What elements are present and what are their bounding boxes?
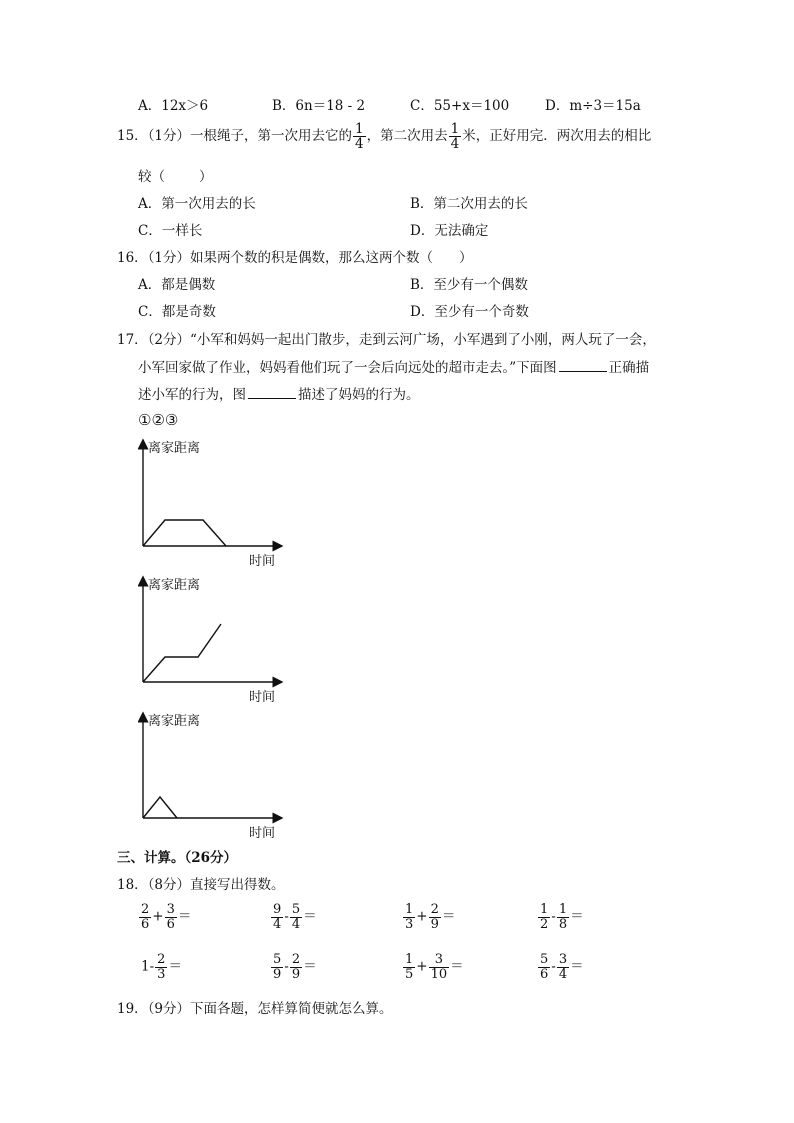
denominator: 4 xyxy=(273,916,282,932)
q17-line-2 xyxy=(138,357,649,378)
operator: + xyxy=(152,908,164,925)
fraction xyxy=(403,903,415,931)
calc-item xyxy=(141,953,182,981)
y-axis-label: 离家距离 xyxy=(148,441,201,456)
option-letter: B． xyxy=(272,98,296,114)
answer-blank[interactable] xyxy=(248,384,296,399)
graph-2 xyxy=(138,569,288,704)
numerator: 5 xyxy=(273,952,282,967)
fraction xyxy=(538,903,550,931)
q14-option-b xyxy=(272,96,365,116)
calc-item xyxy=(138,903,191,931)
calc-item xyxy=(402,903,455,931)
option-letter: C． xyxy=(410,98,434,114)
numerator: 3 xyxy=(429,953,450,968)
fraction xyxy=(538,953,550,981)
numerator: 3 xyxy=(558,952,568,967)
q19-line xyxy=(117,999,393,1019)
q17-line-3 xyxy=(138,384,420,405)
question-text: 一根绳子，第一次用去它的 xyxy=(190,128,353,145)
question-text: ，第二次用去 xyxy=(366,128,448,145)
question-text: “小军和妈妈一起出门散步，走到云河广场，小军遇到了小刚，两人玩了一会， xyxy=(190,332,656,348)
equals-sign: ＝ xyxy=(441,908,456,925)
graph-3-line xyxy=(143,797,177,818)
denominator: 6 xyxy=(540,966,549,982)
operator: + xyxy=(416,908,428,925)
graph-3 xyxy=(138,705,288,840)
fraction xyxy=(557,903,569,931)
operator: - xyxy=(551,908,556,925)
question-score: （2分） xyxy=(147,332,191,348)
fraction xyxy=(557,953,569,981)
q16-line xyxy=(117,248,473,268)
numerator: 1 xyxy=(405,952,414,967)
question-score: （1分） xyxy=(147,250,191,266)
fraction xyxy=(290,903,302,931)
question-text: 描述了妈妈的行为。 xyxy=(298,387,420,403)
fraction xyxy=(403,953,415,981)
option-text: m÷3＝15a xyxy=(569,98,641,114)
operator: - xyxy=(551,958,556,975)
calc-item xyxy=(537,903,584,931)
q16-option-a xyxy=(138,275,215,295)
answer-blank[interactable] xyxy=(559,357,607,372)
equals-sign: ＝ xyxy=(450,958,464,975)
fraction xyxy=(429,953,450,981)
calc-item xyxy=(402,953,464,981)
numerator: 1 xyxy=(540,902,549,917)
section-3-heading: 三、计算。（26分） xyxy=(117,850,238,866)
option-letter: D． xyxy=(545,98,570,114)
q15-option-c xyxy=(138,221,202,241)
question-number: 15． xyxy=(117,128,148,145)
question-score: （9分） xyxy=(147,1001,191,1017)
option-letter: D． xyxy=(410,304,435,320)
option-text: 第二次用去的长 xyxy=(433,196,528,212)
question-text: 米，正好用完．两次用去的相比 xyxy=(462,128,652,145)
fraction xyxy=(353,122,366,151)
numerator: 1 xyxy=(558,902,568,917)
denominator: 2 xyxy=(540,916,549,932)
option-text: 都是奇数 xyxy=(161,304,216,320)
option-letter: A． xyxy=(138,98,162,114)
numerator: 1 xyxy=(405,902,414,917)
equals-sign: ＝ xyxy=(177,908,192,925)
whole-number: 1 xyxy=(141,958,150,975)
question-text: 正确描 xyxy=(608,360,650,376)
y-axis-label: 离家距离 xyxy=(148,714,201,729)
calc-item xyxy=(270,903,317,931)
denominator: 3 xyxy=(405,916,414,932)
numerator: 5 xyxy=(291,902,301,917)
operator: - xyxy=(284,908,289,925)
q14-option-a xyxy=(138,96,208,116)
option-letter: B． xyxy=(410,196,434,212)
option-text: 至少有一个奇数 xyxy=(434,304,529,320)
denominator: 4 xyxy=(558,966,568,982)
operator: - xyxy=(284,958,289,975)
denominator: 4 xyxy=(291,916,301,932)
denominator: 4 xyxy=(450,136,460,153)
option-text: 12x＞6 xyxy=(161,98,209,114)
question-text: 小军回家做了作业，妈妈看他们玩了一会后向远处的超市走去。”下面图 xyxy=(138,360,557,376)
fraction xyxy=(449,122,462,151)
q18-line xyxy=(117,875,285,895)
question-text: 直接写出得数。 xyxy=(190,877,285,893)
question-score: （8分） xyxy=(147,877,191,893)
denominator: 3 xyxy=(157,966,166,982)
graph-markers: ①②③ xyxy=(138,411,179,429)
option-text: 都是偶数 xyxy=(161,277,216,293)
question-number: 19． xyxy=(117,1001,148,1017)
equals-sign: ＝ xyxy=(570,908,584,925)
denominator: 9 xyxy=(430,916,439,932)
graph-2-line xyxy=(143,624,221,682)
question-number: 16． xyxy=(117,250,148,266)
equals-sign: ＝ xyxy=(570,958,584,975)
question-text: ） xyxy=(199,169,213,185)
question-score: （1分） xyxy=(147,128,191,145)
numerator: 2 xyxy=(291,952,301,967)
operator: - xyxy=(149,958,155,975)
fraction xyxy=(155,953,167,981)
denominator: 9 xyxy=(291,966,301,982)
question-text: 如果两个数的积是偶数，那么这两个数（ xyxy=(190,250,434,266)
equals-sign: ＝ xyxy=(168,958,182,975)
question-text: 较（ xyxy=(138,169,165,185)
question-text: 下面各题，怎样算简便就怎么算。 xyxy=(190,1001,393,1017)
numerator: 9 xyxy=(273,902,282,917)
denominator: 10 xyxy=(430,966,448,982)
graph-1 xyxy=(138,432,288,567)
option-letter: B． xyxy=(410,277,434,293)
option-letter: A． xyxy=(138,196,162,212)
q15-line-2 xyxy=(138,167,213,187)
q15-option-d xyxy=(410,221,488,241)
q14-option-c xyxy=(410,96,509,116)
option-letter: A． xyxy=(138,277,162,293)
question-text: 述小军的行为，图 xyxy=(138,387,246,403)
denominator: 6 xyxy=(166,916,175,932)
q17-line-1 xyxy=(117,330,656,350)
q15-option-b xyxy=(410,194,528,214)
denominator: 4 xyxy=(355,136,364,153)
denominator: 9 xyxy=(273,966,282,982)
q14-option-d xyxy=(545,96,641,116)
option-text: 至少有一个偶数 xyxy=(433,277,528,293)
numerator: 2 xyxy=(157,952,166,967)
option-letter: C． xyxy=(138,304,162,320)
option-text: 第一次用去的长 xyxy=(161,196,256,212)
denominator: 6 xyxy=(141,916,150,932)
numerator: 1 xyxy=(450,121,460,137)
x-axis-label: 时间 xyxy=(249,690,276,705)
equals-sign: ＝ xyxy=(303,958,317,975)
option-letter: D． xyxy=(410,223,435,239)
q16-option-d xyxy=(410,302,529,322)
q15-option-a xyxy=(138,194,256,214)
option-text: 55+x＝100 xyxy=(433,98,510,114)
q16-option-c xyxy=(138,302,216,322)
x-axis-label: 时间 xyxy=(249,826,276,841)
fraction xyxy=(165,903,177,931)
numerator: 2 xyxy=(430,902,439,917)
x-axis-label: 时间 xyxy=(249,554,276,569)
calc-item xyxy=(270,953,317,981)
question-number: 17． xyxy=(117,332,148,348)
operator: + xyxy=(416,958,428,975)
numerator: 1 xyxy=(355,121,364,137)
option-text: 一样长 xyxy=(161,223,203,239)
option-letter: C． xyxy=(138,223,162,239)
numerator: 5 xyxy=(540,952,549,967)
fraction xyxy=(139,903,151,931)
fraction xyxy=(290,953,302,981)
equals-sign: ＝ xyxy=(303,908,317,925)
option-text: 6n＝18 - 2 xyxy=(295,98,366,114)
question-number: 18． xyxy=(117,877,148,893)
q15-line-1 xyxy=(117,122,651,151)
graph-1-line xyxy=(143,520,226,546)
numerator: 2 xyxy=(141,902,150,917)
calc-item xyxy=(537,953,584,981)
option-text: 无法确定 xyxy=(434,223,489,239)
fraction xyxy=(271,903,283,931)
denominator: 5 xyxy=(405,966,414,982)
fraction xyxy=(429,903,441,931)
numerator: 3 xyxy=(166,902,175,917)
q16-option-b xyxy=(410,275,528,295)
y-axis-label: 离家距离 xyxy=(148,578,201,593)
fraction xyxy=(271,953,283,981)
denominator: 8 xyxy=(558,916,568,932)
question-text: ） xyxy=(459,250,473,266)
